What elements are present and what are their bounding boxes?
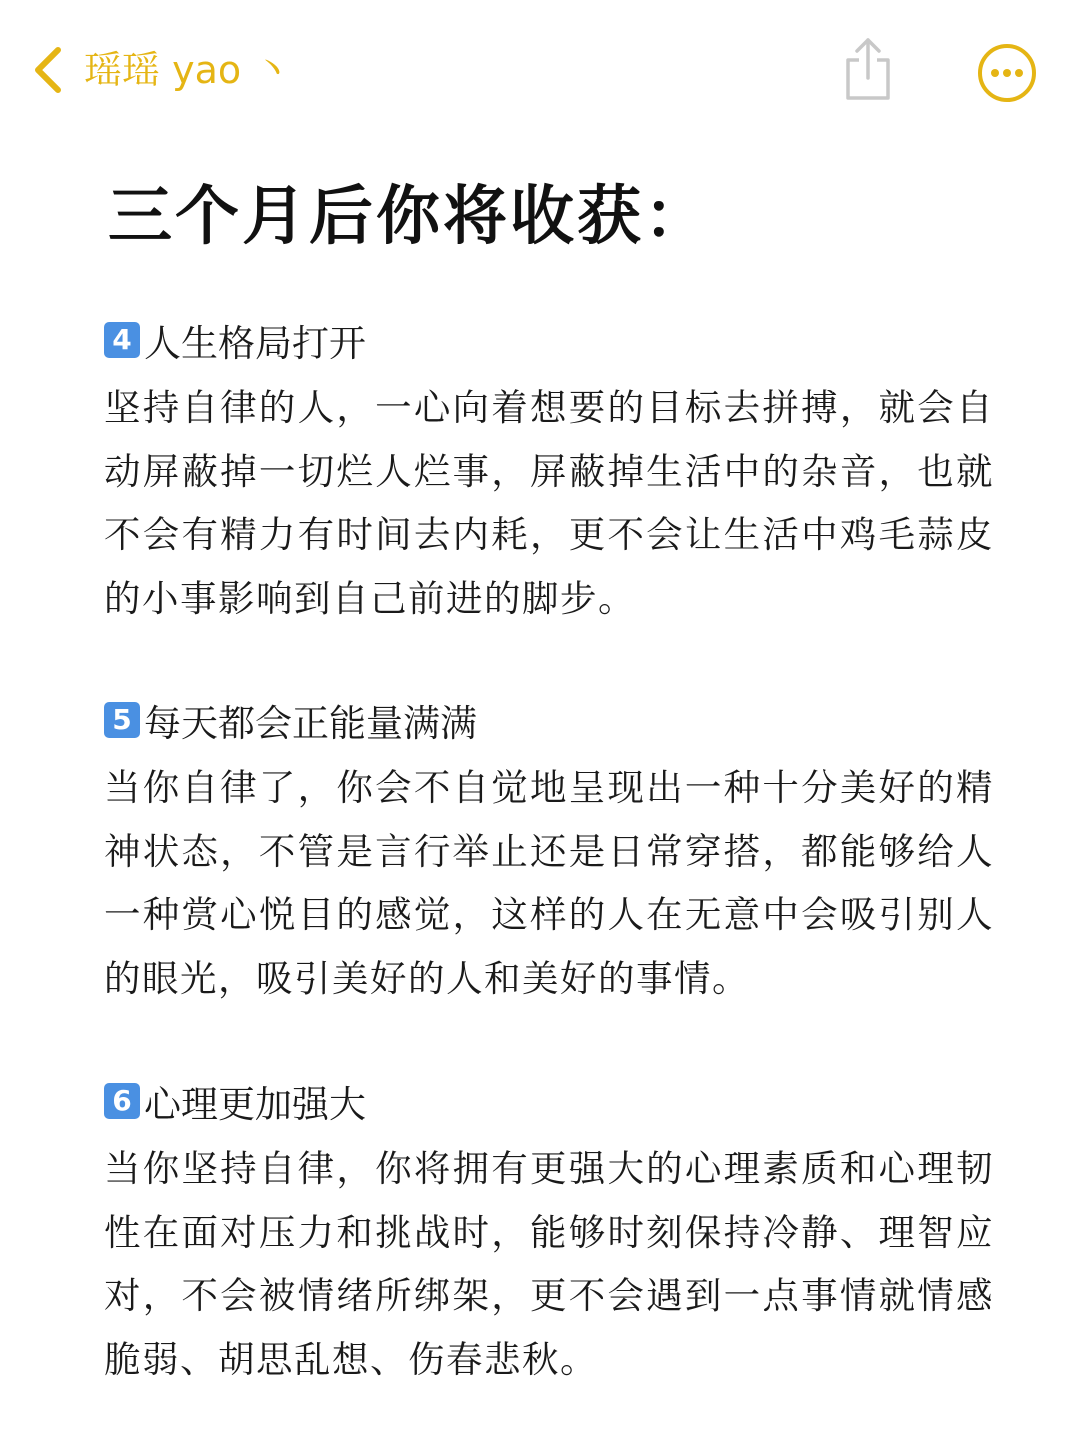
- number-badge: 4: [104, 322, 140, 358]
- share-icon: [842, 36, 894, 102]
- note-folder-title[interactable]: 瑶瑶 yao 丶: [84, 48, 292, 92]
- section-body: 当你自律了，你会不自觉地呈现出一种十分美好的精神状态，不管是言行举止还是日常穿搭，都能够给人一种赏心悦目的感觉，这样的人在无意中会吸引别人的眼光，吸引美好的人和美好的事情。: [104, 766, 994, 1000]
- section-title: [104, 694, 994, 746]
- section-4: [104, 314, 994, 630]
- back-button[interactable]: [28, 44, 68, 96]
- more-options-button[interactable]: [976, 42, 1038, 104]
- section-title: [104, 1075, 994, 1127]
- top-bar: [0, 0, 1080, 140]
- chevron-left-icon: [28, 44, 68, 96]
- section-body: 当你坚持自律，你将拥有更强大的心理素质和心理韧性在面对压力和挑战时，能够时刻保持冷静、理智应对，不会被情绪所绑架，更不会遇到一点事情就情感脆弱、胡思乱想、伤春悲秋。: [104, 1147, 994, 1381]
- section-5: [104, 694, 994, 1010]
- section-6: [104, 1075, 994, 1391]
- note-heading: 三个月后你将收获：: [108, 180, 711, 254]
- section-title-text: 每天都会正能量满满: [144, 702, 477, 745]
- section-body: 坚持自律的人，一心向着想要的目标去拼搏，就会自动屏蔽掉一切烂人烂事，屏蔽掉生活中的杂音，也就不会有精力有时间去内耗，更不会让生活中鸡毛蒜皮的小事影响到自己前进的脚步。: [104, 386, 994, 620]
- section-title: [104, 314, 994, 366]
- share-button[interactable]: [842, 36, 894, 102]
- number-badge: 6: [104, 1083, 140, 1119]
- section-title-text: 心理更加强大: [144, 1083, 366, 1126]
- more-icon: [976, 42, 1038, 104]
- section-title-text: 人生格局打开: [144, 322, 366, 365]
- number-badge: 5: [104, 702, 140, 738]
